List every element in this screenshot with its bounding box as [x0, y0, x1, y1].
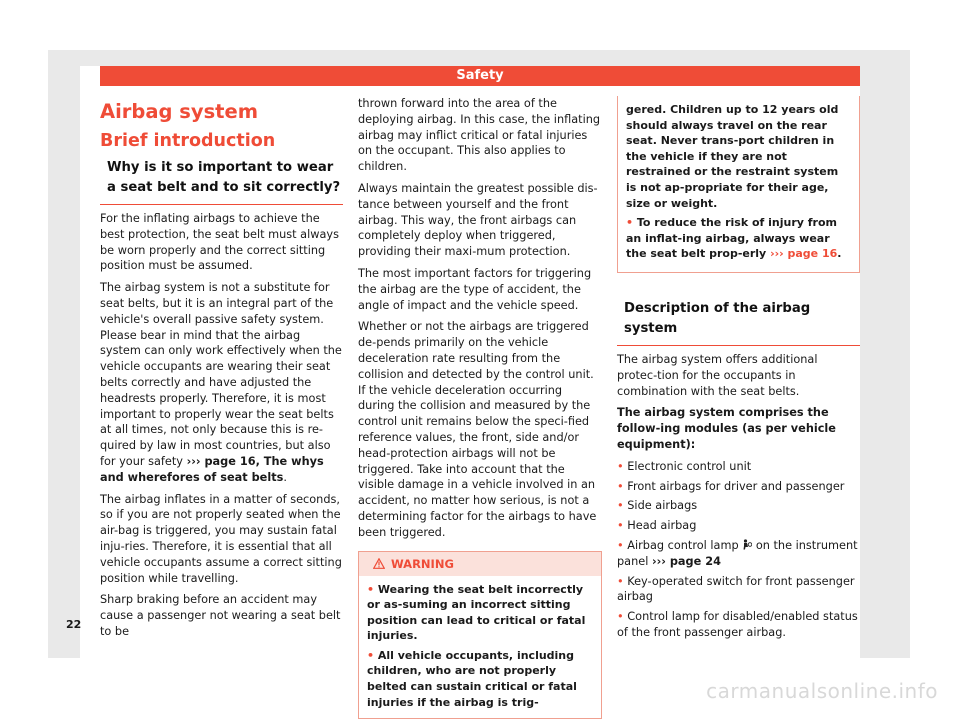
bullet-icon: •: [617, 538, 624, 552]
warning-box: [358, 551, 602, 719]
bullet-icon: •: [617, 610, 624, 624]
bullet-icon: •: [617, 479, 624, 493]
paragraph: The airbag system is not a substitute for seat belts, but it is an integral part of the vehicle's overall passive safety system. Please bear in mind that the airbag system can only work effectively when the vehicle occupants are wearing their seat belts correctly and have adjusted the headrests properly. Therefore, it is most important to properly wear the seat belts at all times, not only because this is re-quired by law in most countries, but also for your safety ››› page 16, The whys and wherefores of seat belts.: [100, 281, 342, 484]
list-item: • Airbag control lamp on the instrument panel ››› page 24: [617, 538, 858, 568]
paragraph: Sharp braking before an accident may cause a passenger not wearing a seat belt to be: [100, 593, 341, 638]
page-title: Airbag system: [100, 100, 259, 123]
paragraph: The airbag inflates in a matter of seconds, so if you are not properly seated when the air-bag is triggered, you may sustain fatal inju-ries. Therefore, it is essential that all vehicle occupants assume a correct sitting position while travelling.: [100, 492, 342, 585]
column-2: [358, 96, 602, 719]
subsection-title: Description of the airbag system: [617, 299, 860, 346]
warning-item: • All vehicle occupants, including children, who are not properly belted can sustain critical or fatal injuries if the airbag is trig-: [367, 648, 577, 709]
list-item: • Control lamp for disabled/enabled status of the front passenger airbag.: [617, 610, 858, 639]
bullet-icon: •: [367, 648, 375, 662]
list-item: • Head airbag: [617, 519, 697, 533]
warning-box-continued: [617, 96, 860, 273]
warning-icon: [373, 558, 385, 569]
watermark: carmanualsonline.info: [706, 679, 938, 703]
warning-item: gered. Children up to 12 years old should always travel on the rear seat. Never trans-port children in the vehicle if they are not restrained or the restraint system is not ap-propriate for their age, size or weight.: [626, 103, 839, 210]
module-list: [617, 459, 860, 641]
paragraph: For the inflating airbags to achieve the best protection, the seat belt must always be worn properly and the correct sitting position must be assumed.: [100, 212, 339, 273]
bullet-icon: •: [617, 574, 624, 588]
page-reference-link[interactable]: ››› page 16: [770, 247, 838, 261]
bullet-icon: •: [617, 519, 624, 533]
warning-item: • Wearing the seat belt incorrectly or as-suming an incorrect sitting position can lead to critical or fatal injuries.: [367, 582, 586, 643]
list-item: • Key-operated switch for front passenger airbag: [617, 574, 855, 604]
bullet-icon: •: [617, 459, 624, 473]
page-number: 22: [66, 618, 82, 631]
paragraph-bold: The airbag system comprises the follow-ing modules (as per vehicle equipment):: [617, 406, 836, 451]
bullet-icon: •: [626, 216, 634, 230]
paragraph: Always maintain the greatest possible dis-tance between yourself and the front airbag. This way, the front airbags can completely deploy when triggered, providing their maxi-mum protection.: [358, 181, 598, 259]
list-item: • Front airbags for driver and passenger: [617, 479, 845, 493]
bullet-icon: •: [367, 582, 375, 596]
list-item: • Side airbags: [617, 499, 698, 513]
paragraph: The most important factors for triggering the airbag are the type of accident, the angle of impact and the vehicle speed.: [358, 266, 592, 312]
subsection-title: Why is it so important to wear a seat belt and to sit correctly?: [100, 158, 343, 205]
page-reference-link[interactable]: ››› page 16, The whys and wherefores of seat belts: [100, 454, 324, 484]
section-header: Safety: [100, 66, 860, 86]
airbag-warning-icon: [742, 539, 752, 550]
warning-header: WARNING: [359, 552, 601, 576]
warning-item: • To reduce the risk of injury from an inflat-ing airbag, always wear the seat belt prop-erly ››› page 16.: [626, 216, 842, 261]
bullet-icon: •: [617, 499, 624, 513]
list-item: • Electronic control unit: [617, 459, 752, 473]
paragraph: Whether or not the airbags are triggered de-pends primarily on the vehicle deceleration rate resulting from the collision and detected by the control unit. If the vehicle deceleration occurring during the collision and measured by the control unit remains below the speci-fied reference values, the front, side and/or head-protection airbags will not be triggered. Take into account that the visible damage in a vehicle involved in an accident, no matter how serious, is not a determining factor for the airbags to have been triggered.: [358, 320, 597, 539]
page-reference-link[interactable]: ››› page 24: [651, 554, 721, 568]
paragraph: The airbag system offers additional protec-tion for the occupants in combination with the seat belts.: [617, 352, 818, 398]
section-title: Brief introduction: [100, 131, 276, 151]
column-3: [617, 96, 860, 645]
column-1: [100, 100, 343, 646]
paragraph: thrown forward into the area of the deploying airbag. In this case, the inflating airbag may inflict critical or fatal injuries on the occupant. This also applies to children.: [358, 97, 601, 174]
warning-body: [359, 576, 601, 719]
